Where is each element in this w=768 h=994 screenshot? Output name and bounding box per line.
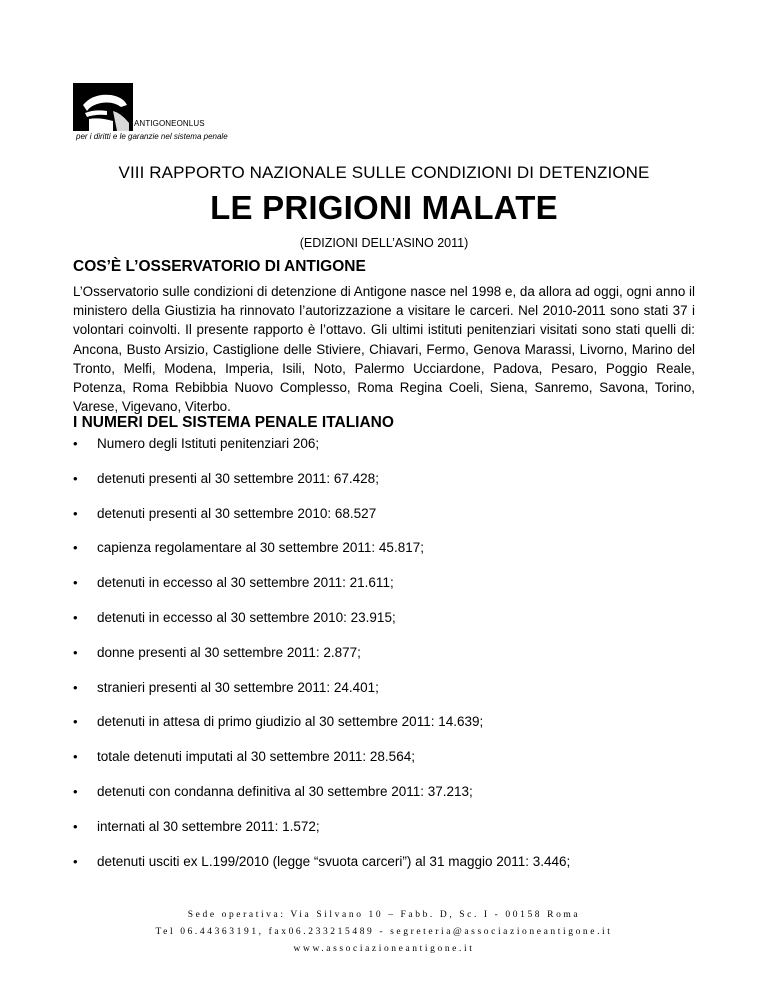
footer-contacts: Tel 06.44363191, fax06.233215489 - segreteria@associazioneantigone.it xyxy=(155,927,613,937)
bullet-icon: • xyxy=(73,714,78,730)
bullet-icon: • xyxy=(73,818,78,834)
list-item-text: detenuti presenti al 30 settembre 2010: 68.527 xyxy=(97,505,377,521)
list-item xyxy=(73,538,713,573)
list-item-text: internati al 30 settembre 2011: 1.572; xyxy=(97,818,320,834)
list-item-text: detenuti in attesa di primo giudizio al 30 settembre 2011: 14.639; xyxy=(97,714,484,730)
statistics-list xyxy=(73,434,713,886)
list-item xyxy=(73,782,713,817)
list-item-text: detenuti presenti al 30 settembre 2011: 67.428; xyxy=(97,470,379,486)
list-item-text: donne presenti al 30 settembre 2011: 2.877; xyxy=(97,644,361,660)
list-item-text: stranieri presenti al 30 settembre 2011: 24.401; xyxy=(97,679,379,695)
observatory-paragraph: L’Osservatorio sulle condizioni di detenzione di Antigone nasce nel 1998 e, da allora ad oggi, ogni anno il ministero della Giustizia ha rinnovato l’autorizzazione a visitare le carceri. Nel 2010-2011 sono stati 37 i volontari coinvolti. Il presente rapporto è l’ottavo. Gli ultimi istituti penitenziari visitati sono stati quelli di: Ancona, Busto Arsizio, Castiglione delle Stiviere, Chiavari, Fermo, Genova Marassi, Livorno, Marino del Tronto, Melfi, Modena, Imperia, Isili, Noto, Palermo Ucciardone, Padova, Pesaro, Poggio Reale, Potenza, Roma Rebibbia Nuovo Complesso, Roma Regina Coeli, Siena, Sanremo, Savona, Torino, Varese, Vigevano, Viterbo. xyxy=(73,284,695,415)
list-item-text: capienza regolamentare al 30 settembre 2011: 45.817; xyxy=(97,540,424,556)
bullet-icon: • xyxy=(73,679,78,695)
list-item xyxy=(73,504,713,539)
bullet-icon: • xyxy=(73,783,78,799)
list-item-text: totale detenuti imputati al 30 settembre 2011: 28.564; xyxy=(97,749,415,765)
antigone-logo-image xyxy=(73,83,133,131)
header-logo xyxy=(73,83,273,143)
list-item-text: Numero degli Istituti penitenziari 206; xyxy=(97,436,320,451)
list-item xyxy=(73,434,713,469)
list-item xyxy=(73,643,713,678)
list-item xyxy=(73,678,713,713)
footer-address: Sede operativa: Via Silvano 10 – Fabb. D, Sc. I - 00158 Roma xyxy=(187,910,581,920)
bullet-icon: • xyxy=(73,436,78,451)
list-item xyxy=(73,712,713,747)
subtitle: (EDIZIONI DELL’ASINO 2011) xyxy=(299,236,469,250)
list-item-text: detenuti in eccesso al 30 settembre 2010: 23.915; xyxy=(97,609,396,625)
list-item xyxy=(73,852,713,887)
bullet-icon: • xyxy=(73,540,78,556)
footer-website: www.associazioneantigone.it xyxy=(293,944,475,954)
section-heading-observatory: COS’È L’OSSERVATORIO DI ANTIGONE xyxy=(73,258,366,275)
list-item xyxy=(73,747,713,782)
list-item-text: detenuti in eccesso al 30 settembre 2011: 21.611; xyxy=(97,575,394,591)
bullet-icon: • xyxy=(73,575,78,591)
list-item xyxy=(73,573,713,608)
bullet-icon: • xyxy=(73,470,78,486)
list-item xyxy=(73,817,713,852)
page-footer xyxy=(0,907,768,958)
main-title: LE PRIGIONI MALATE xyxy=(210,189,558,226)
list-item xyxy=(73,608,713,643)
bullet-icon: • xyxy=(73,505,78,521)
list-item-text: detenuti usciti ex L.199/2010 (legge “svuota carceri”) al 31 maggio 2011: 3.446; xyxy=(97,853,571,869)
bullet-icon: • xyxy=(73,749,78,765)
list-item xyxy=(73,469,713,504)
logo-name: ANTIGONEONLUS xyxy=(134,119,205,128)
logo-tagline: per i diritti e le garanzie nel sistema penale xyxy=(76,132,228,141)
bullet-icon: • xyxy=(73,644,78,660)
list-item-text: detenuti con condanna definitiva al 30 settembre 2011: 37.213; xyxy=(97,783,473,799)
report-title: VIII RAPPORTO NAZIONALE SULLE CONDIZIONI DI DETENZIONE xyxy=(118,163,650,182)
bullet-icon: • xyxy=(73,853,78,869)
section-heading-numbers: I NUMERI DEL SISTEMA PENALE ITALIANO xyxy=(73,414,394,431)
bullet-icon: • xyxy=(73,609,78,625)
